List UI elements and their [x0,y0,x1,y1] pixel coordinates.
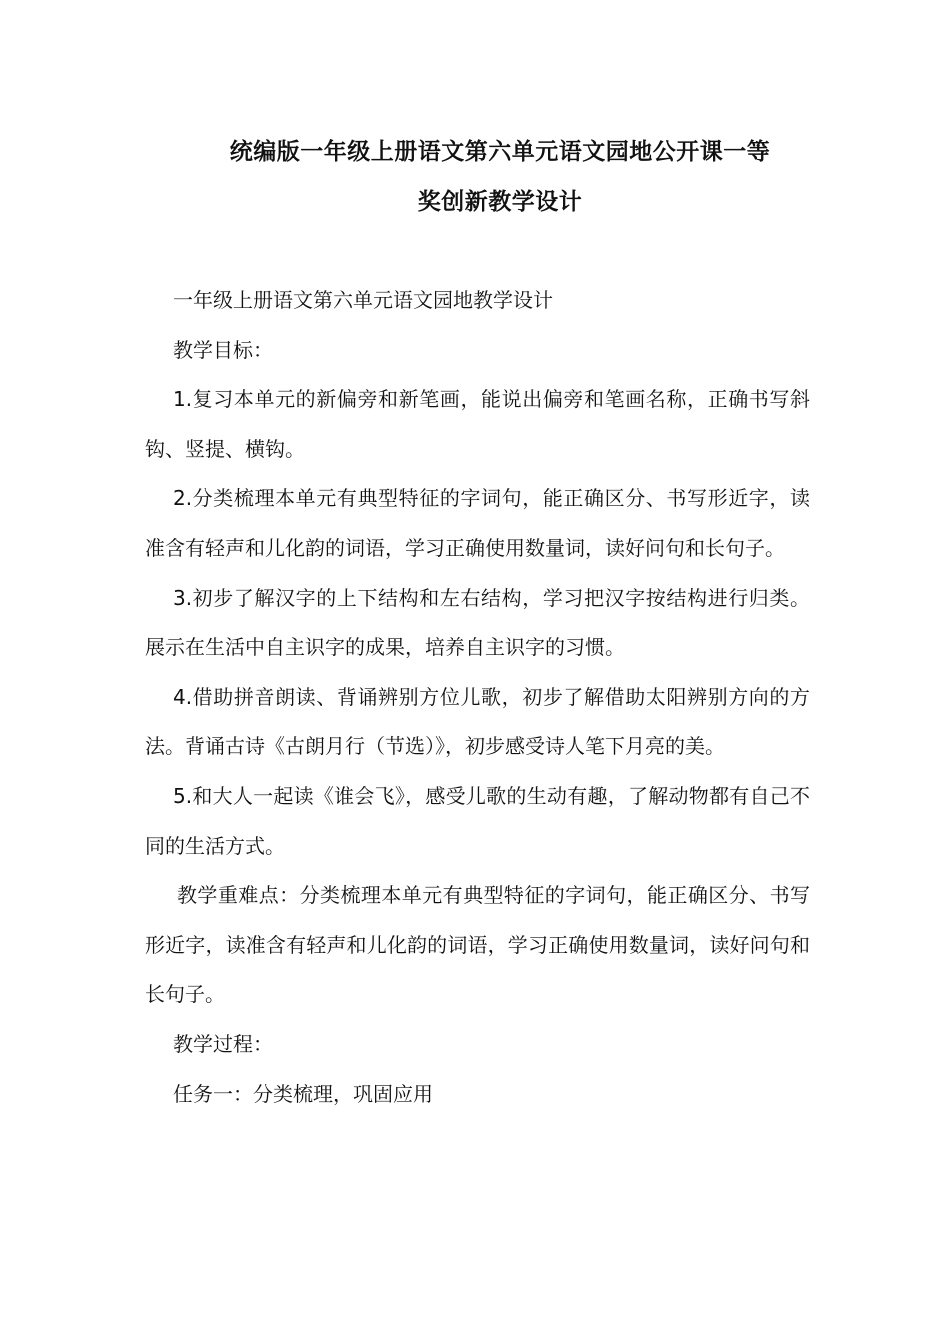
paragraph-objectives-heading: 教学目标： [173,337,273,362]
paragraph-process-heading: 教学过程： [173,1031,273,1056]
paragraph-key-points: 教学重难点：分类梳理本单元有典型特征的字词句，能正确区分、书写形近字，读准含有轻声和儿化韵的词语，学习正确使用数量词，读好问句和长句子。 [145,883,810,1007]
paragraph-objective-4: 4.借助拼音朗读、背诵辨别方位儿歌，初步了解借助太阳辨别方向的方法。背诵古诗《古朗月行（节选）》，初步感受诗人笔下月亮的美。 [145,684,810,759]
paragraph-subtitle: 一年级上册语文第六单元语文园地教学设计 [173,288,553,312]
paragraph-objective-5: 5.和大人一起读《谁会飞》，感受儿歌的生动有趣，了解动物都有自己不同的生活方式。 [145,783,810,858]
paragraph-objective-2: 2.分类梳理本单元有典型特征的字词句，能正确区分、书写形近字，读准含有轻声和儿化韵的词语，学习正确使用数量词，读好问句和长句子。 [145,486,810,560]
document-title-line-2: 奖创新教学设计 [417,189,583,215]
paragraph-objective-3: 3.初步了解汉字的上下结构和左右结构，学习把汉字按结构进行归类。展示在生活中自主识字的成果，培养自主识字的习惯。 [145,585,810,660]
paragraph-task-1: 任务一：分类梳理，巩固应用 [173,1081,433,1106]
paragraph-objective-1: 1.复习本单元的新偏旁和新笔画，能说出偏旁和笔画名称，正确书写斜钩、竖提、横钩。 [145,387,810,461]
document-title-line-1: 统编版一年级上册语文第六单元语文园地公开课一等 [229,139,771,165]
document-body [145,276,810,1119]
